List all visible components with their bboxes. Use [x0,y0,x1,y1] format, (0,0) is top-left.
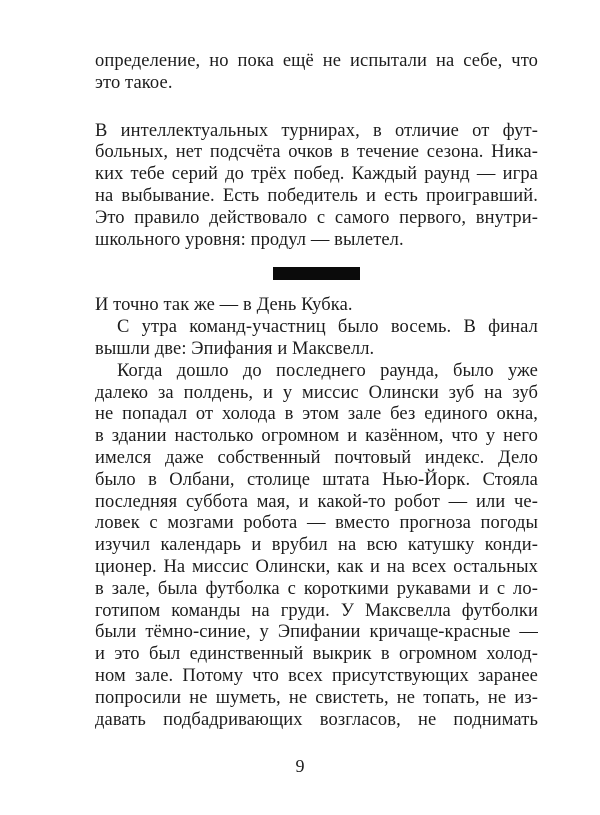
text-line: школьного уровня: продул — вылетел. [95,229,404,250]
paragraph [95,317,538,361]
text-line: определение, но пока ещё не испытали на себе, что [95,51,538,71]
text-line: и это был единственный выкрик в огромном холод- [95,644,538,665]
section-divider-wrap [95,267,538,280]
text-line: давать подбадривающих возгласов, не поднимать [95,709,538,730]
text-line: попросили не шуметь, не свистеть, не топать, не из- [95,687,538,708]
text-line: в зале, была футболка с короткими рукавами и с ло- [95,578,538,599]
section-divider [273,267,360,280]
text-line: не попадал от холода в этом зале без единого окна, [95,404,538,425]
text-line: ционер. На миссис Олински, как и на всех остальных [95,556,538,577]
text-line: С утра команд-участниц было восемь. В финал [117,317,538,338]
paragraph [95,121,538,252]
text-line: В интеллектуальных турнирах, в отличие от фут- [95,120,538,141]
text-line: было в Олбани, столице штата Нью-Йорк. Стояла [95,469,538,490]
text-line: последняя суббота мая, и какой-то робот — или че- [95,491,538,512]
text-line: вышли две: Эпифания и Максвелл. [95,338,375,359]
paragraph [95,361,538,732]
text-line: готипом команды на груди. У Максвелла футболки [95,600,538,621]
page-number: 9 [295,756,305,776]
text-line: Это правило действовало с самого первого, внутри- [95,207,538,228]
text-line: в здании настолько огромном и казённом, что у него [95,426,538,447]
text-line: И точно так же — в День Кубка. [95,295,353,316]
page-footer [0,755,600,777]
text-line: ких тебе серий до трёх побед. Каждый раунд — игра [95,164,538,185]
text-line: были тёмно-синие, у Эпифании кричаще-красные — [95,622,538,643]
text-line: Когда дошло до последнего раунда, было уже [117,360,538,381]
text-line: имелся даже собственный почтовый индекс. Дело [95,447,538,468]
text-line: на выбывание. Есть победитель и есть проигравший. [95,185,538,206]
paragraph [95,51,538,95]
paragraph-gap [95,95,538,121]
text-line: далеко за полдень, и у миссис Олински зуб на зуб [95,382,538,403]
text-line: это такое. [95,72,173,93]
text-line: изучил календарь и врубил на всю катушку конди- [95,535,538,556]
text-line: больных, нет подсчёта очков в течение сезона. Ника- [95,142,538,163]
paragraph [95,295,538,317]
text-line: ловек с мозгами робота — вместо прогноза погоды [95,513,538,534]
text-column [95,51,538,731]
text-line: ном зале. Потому что всех присутствующих заранее [95,665,538,686]
